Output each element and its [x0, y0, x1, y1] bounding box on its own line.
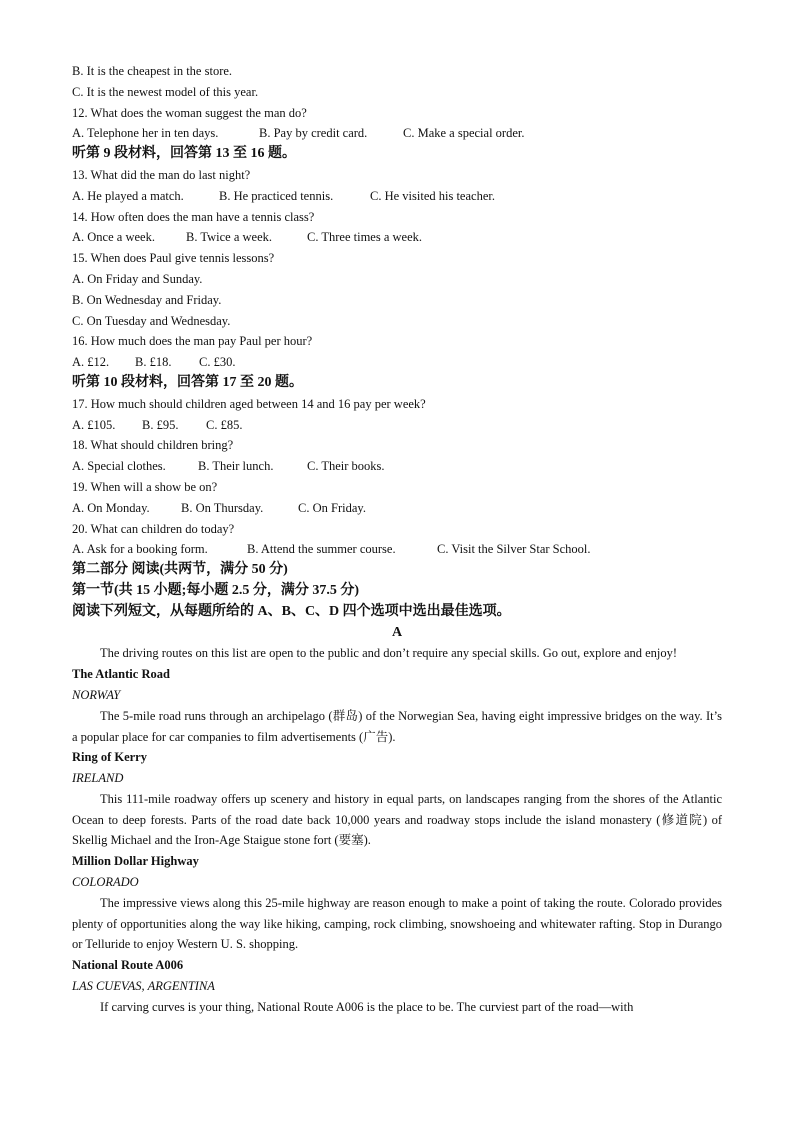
part2-subheading: 第一节(共 15 小题;每小题 2.5 分，满分 37.5 分) — [72, 582, 359, 598]
q14-option-a: A. Once a week. — [72, 230, 155, 245]
q14-option-c: C. Three times a week. — [307, 230, 423, 245]
q20-option-b: B. Attend the summer course. — [247, 542, 396, 557]
q18-options — [72, 456, 722, 477]
q16-option-b: B. £18. — [135, 355, 172, 370]
q19-question: 19. When will a show be on? — [72, 479, 218, 494]
q13-option-b: B. He practiced tennis. — [219, 188, 334, 203]
q18-option-c: C. Their books. — [307, 459, 385, 474]
route-place: LAS CUEVAS, ARGENTINA — [72, 979, 215, 994]
q16-question: 16. How much does the man pay Paul per hour? — [72, 334, 313, 349]
q16-option-a: A. £12. — [72, 355, 110, 370]
q12-options — [72, 123, 722, 144]
q19-option-b: B. On Thursday. — [181, 500, 264, 515]
part2-heading: 第二部分 阅读(共两节，满分 50 分) — [72, 562, 288, 578]
q18-option-b: B. Their lunch. — [198, 459, 274, 474]
route-description: The impressive views along this 25-mile highway are reason enough to make a point of taking the route. Colorado provides plenty of opportunities along the way like hiking, camping, rock climbing, snowshoeing and whitewater rafting. Stop in Durango or Telluride to enjoy Western U. S. shopping. — [72, 895, 722, 952]
q14-options — [72, 227, 722, 248]
q17-option-a: A. £105. — [72, 417, 116, 432]
q16-option-c: C. £30. — [199, 355, 236, 370]
q13-option-a: A. He played a match. — [72, 188, 184, 203]
q15-option-c: C. On Tuesday and Wednesday. — [72, 313, 231, 328]
part2-instruction: 阅读下列短文，从每题所给的 A、B、C、D 四个选项中选出最佳选项。 — [72, 603, 511, 619]
q18-option-a: A. Special clothes. — [72, 459, 166, 474]
q15-option-a: A. On Friday and Sunday. — [72, 271, 203, 286]
q18-question: 18. What should children bring? — [72, 438, 234, 453]
section9-heading: 听第 9 段材料，回答第 13 至 16 题。 — [72, 146, 296, 162]
route-title: Million Dollar Highway — [72, 854, 199, 869]
route-title: National Route A006 — [72, 958, 184, 973]
q14-question: 14. How often does the man have a tennis class? — [72, 209, 315, 224]
q20-option-c: C. Visit the Silver Star School. — [437, 542, 591, 557]
q12-option-b: B. Pay by credit card. — [259, 126, 368, 141]
section10-heading: 听第 10 段材料，回答第 17 至 20 题。 — [72, 374, 303, 390]
q20-options — [72, 539, 722, 560]
q19-options — [72, 498, 722, 519]
route-description: If carving curves is your thing, National Route A006 is the place to be. The curviest part of the road—with — [100, 999, 634, 1014]
route-description: The 5-mile road runs through an archipelago (群岛) of the Norwegian Sea, having eight impressive bridges on the way. It’s a popular place for car companies to film advertisements (广告). — [72, 708, 722, 744]
q12-question: 12. What does the woman suggest the man do? — [72, 105, 307, 120]
q11-option-b: B. It is the cheapest in the store. — [72, 64, 233, 78]
q11-option-c: C. It is the newest model of this year. — [72, 84, 259, 99]
exam-page — [72, 61, 722, 1018]
q17-options — [72, 415, 722, 436]
route-place: NORWAY — [72, 687, 121, 702]
q19-option-c: C. On Friday. — [298, 500, 366, 515]
q14-option-b: B. Twice a week. — [186, 230, 273, 245]
route-description: This 111-mile roadway offers up scenery and history in equal parts, on landscapes ranging from the shores of the Atlantic Ocean to deep forests. Parts of the road date back 10,000 years and roadway stops include the island monastery (修道院) of Skellig Michael and the Iron-Age Staigue stone fort (要塞). — [72, 791, 722, 848]
q17-option-c: C. £85. — [206, 417, 243, 432]
q17-option-b: B. £95. — [142, 417, 179, 432]
q16-options — [72, 352, 722, 373]
q15-option-b: B. On Wednesday and Friday. — [72, 292, 222, 307]
passage-label: A — [391, 624, 403, 640]
route-place: COLORADO — [72, 875, 139, 890]
q19-option-a: A. On Monday. — [72, 500, 150, 515]
q17-question: 17. How much should children aged between 14 and 16 pay per week? — [72, 396, 426, 411]
q12-option-a: A. Telephone her in ten days. — [72, 126, 219, 141]
passage-intro: The driving routes on this list are open to the public and don’t require any special skills. Go out, explore and enjoy! — [100, 646, 678, 661]
q13-question: 13. What did the man do last night? — [72, 167, 251, 182]
route-title: The Atlantic Road — [72, 667, 170, 682]
route-place: IRELAND — [72, 771, 124, 786]
q20-option-a: A. Ask for a booking form. — [72, 542, 208, 557]
q12-option-c: C. Make a special order. — [403, 126, 525, 141]
route-title: Ring of Kerry — [72, 750, 147, 765]
q20-question: 20. What can children do today? — [72, 521, 235, 536]
q13-options — [72, 186, 722, 207]
q15-question: 15. When does Paul give tennis lessons? — [72, 251, 275, 266]
q13-option-c: C. He visited his teacher. — [370, 188, 495, 203]
